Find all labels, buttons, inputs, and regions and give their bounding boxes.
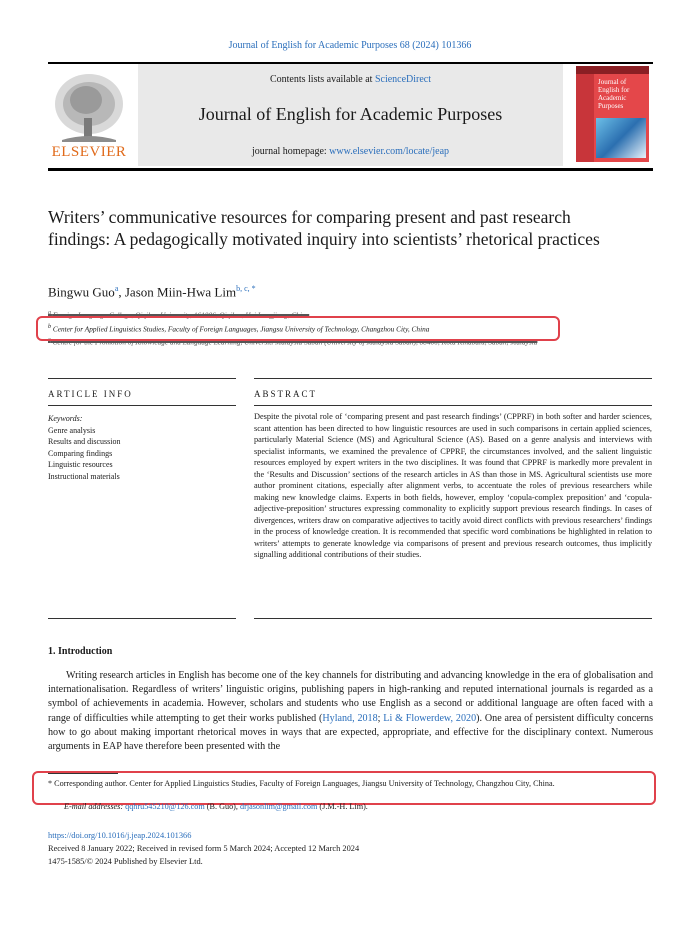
keywords-label: Keywords:: [48, 414, 83, 423]
abstract-rule-top: [254, 378, 652, 379]
affiliation-c-marker: c: [48, 337, 51, 343]
journal-cover-thumbnail[interactable]: [576, 66, 649, 162]
affiliation-b-text: Center for Applied Linguistics Studies, Faculty of Foreign Languages, Jiangsu University of Technology, Changzhou City, China: [52, 324, 430, 334]
copyright-line: 1475-1585/© 2024 Published by Elsevier Ltd.: [48, 857, 203, 866]
highlight-box-affiliation: [36, 316, 560, 341]
keywords-block: [48, 413, 238, 482]
introduction-paragraph: [48, 669, 653, 754]
cover-band: [576, 66, 649, 74]
citation-li-flowerdew-2020[interactable]: Li & Flowerdew, 2020: [383, 712, 477, 724]
journal-reference-link[interactable]: Journal of English for Academic Purposes 68 (2024) 101366: [228, 40, 472, 51]
author-line: [48, 284, 256, 300]
footnote-text: Corresponding author. Center for Applied Linguistics Studies, Faculty of Foreign Languages, Jiangsu University of Technology, Changzhou City, China.: [52, 779, 555, 788]
email-lim-link[interactable]: drjasonlim@gmail.com: [240, 802, 318, 811]
email-addresses: [64, 802, 368, 811]
elsevier-wordmark: ELSEVIER: [51, 144, 127, 160]
article-title: Writers’ communicative resources for comparing present and past research findings: A pedagogically motivated inquiry into scientists’ rhetorical practices: [48, 207, 600, 249]
header-bottom-rule: [48, 168, 653, 171]
article-info-heading: ARTICLE INFO: [48, 389, 133, 399]
affiliation-c-text: Centre for the Promotion of Knowledge and Language Learning, Universiti Malaysia Sabah (University of Malaysia Sabah), 88400, Kota Kinabalu, Sabah, Malaysia: [52, 337, 538, 347]
email-guo-link[interactable]: qqhru545210@126.com: [125, 802, 205, 811]
affiliation-a-text: Foreign Language College, Qiqihar University, 161006, Qiqihar, Hei Longjiang, China: [52, 310, 310, 320]
contents-line: [138, 74, 563, 85]
email-label: E-mail addresses:: [64, 802, 124, 811]
citation-hyland-2018[interactable]: Hyland, 2018: [322, 712, 378, 724]
author-lim: Jason Miin-Hwa Lim: [124, 284, 237, 300]
footnote-star: *: [48, 779, 53, 788]
cover-title: Journal of English for Academic Purposes: [598, 78, 630, 110]
intro-text-end: ). One area of persistent difficulty concerns how to go about making important rhetorical moves in ways that are expected, appropriate, and effective for the disciplinary context. Numerous arguments in EAP have therefore been presented with the: [48, 712, 654, 753]
journal-name: Journal of English for Academic Purposes: [198, 104, 503, 124]
email-lim-owner: (J.M.-H. Lim).: [317, 802, 368, 811]
author-guo-affil-link[interactable]: a: [114, 284, 119, 293]
affiliation-a-marker: a: [48, 310, 52, 316]
corresponding-author-note: [48, 778, 648, 790]
author-separator: ,: [118, 284, 125, 300]
abstract-rule-bottom: [254, 405, 652, 406]
info-rule-bottom: [48, 405, 236, 406]
affiliation-b-marker: b: [48, 324, 52, 330]
doi-link[interactable]: https://doi.org/10.1016/j.jeap.2024.101366: [48, 831, 192, 840]
journal-homepage-line: [138, 146, 563, 157]
cover-strip: [576, 74, 594, 162]
abstract-text: Despite the pivotal role of ‘comparing present and past research findings’ (CPPRF) in both softer and harder sciences, scant attention has been directed to how linguistic resources are used in such comparisons in certain applied sciences, particularly Material Science (MS) and Agricultural Science (AS). Based on a genre analysis and interviews with specialist informants, we examined the prevalence of CPPRF, the circumstances involved, and the salient linguistic resources employed by expert writers in the two disciplines. It was found that CPPRF is markedly more prevalent in the ‘Results and Discussion’ sections of the research articles in AS than those in MS. Agricultural scientists use more author prominent citations, especially after alignment verbs, to accentuate the roles of previous researchers while making new knowledge claims. Experts in both fields, however, employ ‘copula-complex preposition’ and ‘copula-adjective-preposition’ structures expressing commonality to explicitly support previous research findings. In cases of divergences, writers draw on comparative adjectives to tacitly avoid direct conflicts with previous researchers’ findings in the process of knowledge creation. It is recommended that specific word combinations be highlighted in relation to writers’ attempts to generate knowledge via comparisons of present and previous research outcomes, thus implicitly signalling additional contributions of their studies.: [254, 412, 652, 559]
abstract-section-end-rule: [254, 618, 652, 619]
intro-text-start: Writing research articles in English has become one of the key channels for distributing and advancing knowledge in the era of globalisation and internationalisation. Regardless of writers’ linguistic origins, publishing papers in high-ranking and reputed international journals is regarded as a symbol of achievements in academia. However, scholars and students who use English as a second or additional language are often faced with a range of difficulties while attempting to get their works published (: [48, 670, 653, 724]
author-guo: Bingwu Guo: [48, 284, 115, 300]
email-guo-owner: (B. Guo),: [204, 802, 240, 811]
keyword-item: Results and discussion: [48, 437, 121, 446]
info-section-end-rule: [48, 618, 236, 619]
keyword-item: Instructional materials: [48, 471, 120, 481]
keyword-item: Comparing findings: [48, 448, 113, 458]
author-lim-affil-link[interactable]: b, c, *: [236, 284, 256, 293]
info-rule-top: [48, 378, 236, 379]
cover-image: [596, 118, 646, 158]
introduction-heading: 1. Introduction: [48, 646, 113, 657]
sciencedirect-link[interactable]: ScienceDirect: [374, 74, 432, 85]
contents-prefix: Contents lists available at: [269, 74, 375, 85]
abstract-heading: ABSTRACT: [254, 389, 318, 399]
citation-separator: ;: [377, 712, 384, 724]
keyword-item: Genre analysis: [48, 425, 96, 435]
keyword-item: Linguistic resources: [48, 460, 113, 469]
homepage-prefix: journal homepage:: [251, 146, 330, 157]
journal-homepage-link[interactable]: www.elsevier.com/locate/jeap: [329, 146, 450, 157]
received-dates: Received 8 January 2022; Received in revised form 5 March 2024; Accepted 12 March 2024: [48, 844, 360, 853]
